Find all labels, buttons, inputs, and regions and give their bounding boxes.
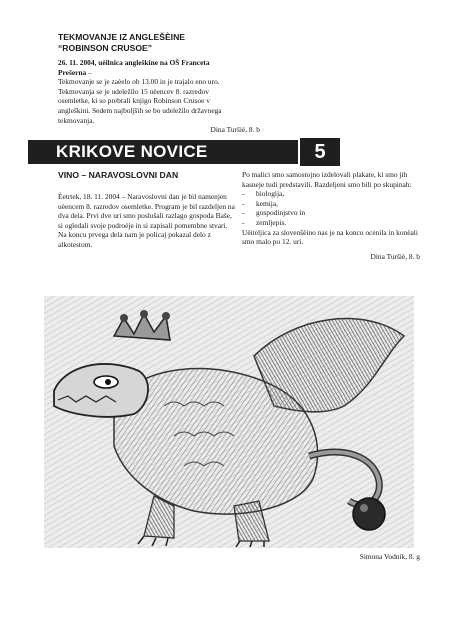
article2-right-line: Po malici smo samostojno izdelovali plakate, ki smo jih (242, 170, 408, 179)
group-list-item: - kemija, (242, 198, 278, 208)
article2-right-column (242, 170, 422, 247)
article1-line: Tekmovanja se je udeležilo 15 uèencev 8. razredov (58, 86, 209, 96)
article2-author: Dina Turšiè, 8. b (370, 252, 420, 261)
article2-left-line: uèencem 8. razredov osemletke. Program je bil razdeljen na (58, 201, 235, 211)
article2-title: VINO – NARAVOSLOVNI DAN (58, 170, 179, 180)
group-list-item: - biologija, (242, 189, 285, 199)
article2-left-line: Èetrtek, 18. 11. 2004 – Naravoslovni dan je bil namenjen (58, 192, 227, 201)
dragon-drawing-svg (44, 296, 414, 548)
article1-line: tekmovanja. (58, 115, 95, 125)
article1-line: angleškini. Sedem najboljših se bo udeležilo državnega (58, 105, 222, 115)
article2-right-line: smo malo po 12. uri. (242, 237, 304, 247)
article1-title-line1: TEKMOVANJE IZ ANGLEŠÈINE (58, 32, 186, 42)
dragon-drawing-icon (44, 296, 414, 548)
section-title: KRIKOVE NOVICE (56, 142, 208, 161)
group-list-item: - gospodinjstvo in (242, 208, 306, 218)
section-header-bar (28, 140, 298, 164)
article1-author: Dina Turšiè, 8. b (210, 125, 260, 134)
article2-left-line: si ogledali svoje podroèje in si zapisali pomembne stvari. (58, 220, 228, 230)
article1-title (58, 32, 185, 53)
article2-left-line: Na koncu prvega dela nam je policaj pokazal delo z (58, 230, 211, 240)
illustration-caption: Simona Vodnik, 8. g (359, 552, 420, 561)
article1-dateline-dash: – (86, 67, 92, 77)
article2-left-column (58, 192, 238, 250)
article1-dateline2: Prešerna (58, 67, 87, 77)
article2-right-line: Uèiteljica za slovenšèino nas je na koncu ocenila in konèali (242, 227, 418, 237)
article2-right-line: kasneje tudi predstavili. Razdeljeni smo bili po skupinah: (242, 179, 412, 189)
article1-body (58, 58, 268, 125)
article1-dateline: 26. 11. 2004, uèilnica angleškine na OŠ Franceta (58, 58, 210, 67)
group-list-item: - zemljepis. (242, 217, 287, 227)
article1-title-line2: “ROBINSON CRUSOE” (58, 42, 153, 53)
article2-left-line: dva dela. Prvi dve uri smo poslušali razlago gospoda Baše, (58, 211, 232, 221)
article1-line: Tekmovanje se je zaèelo ob 13.00 in je trajalo eno uro. (58, 77, 220, 87)
article1-line: osemletke, ki so prebrali knjigo Robinson Crusoe v (58, 96, 210, 106)
page-number: 5 (300, 138, 340, 166)
article2-left-line: alkotestom. (58, 239, 93, 249)
